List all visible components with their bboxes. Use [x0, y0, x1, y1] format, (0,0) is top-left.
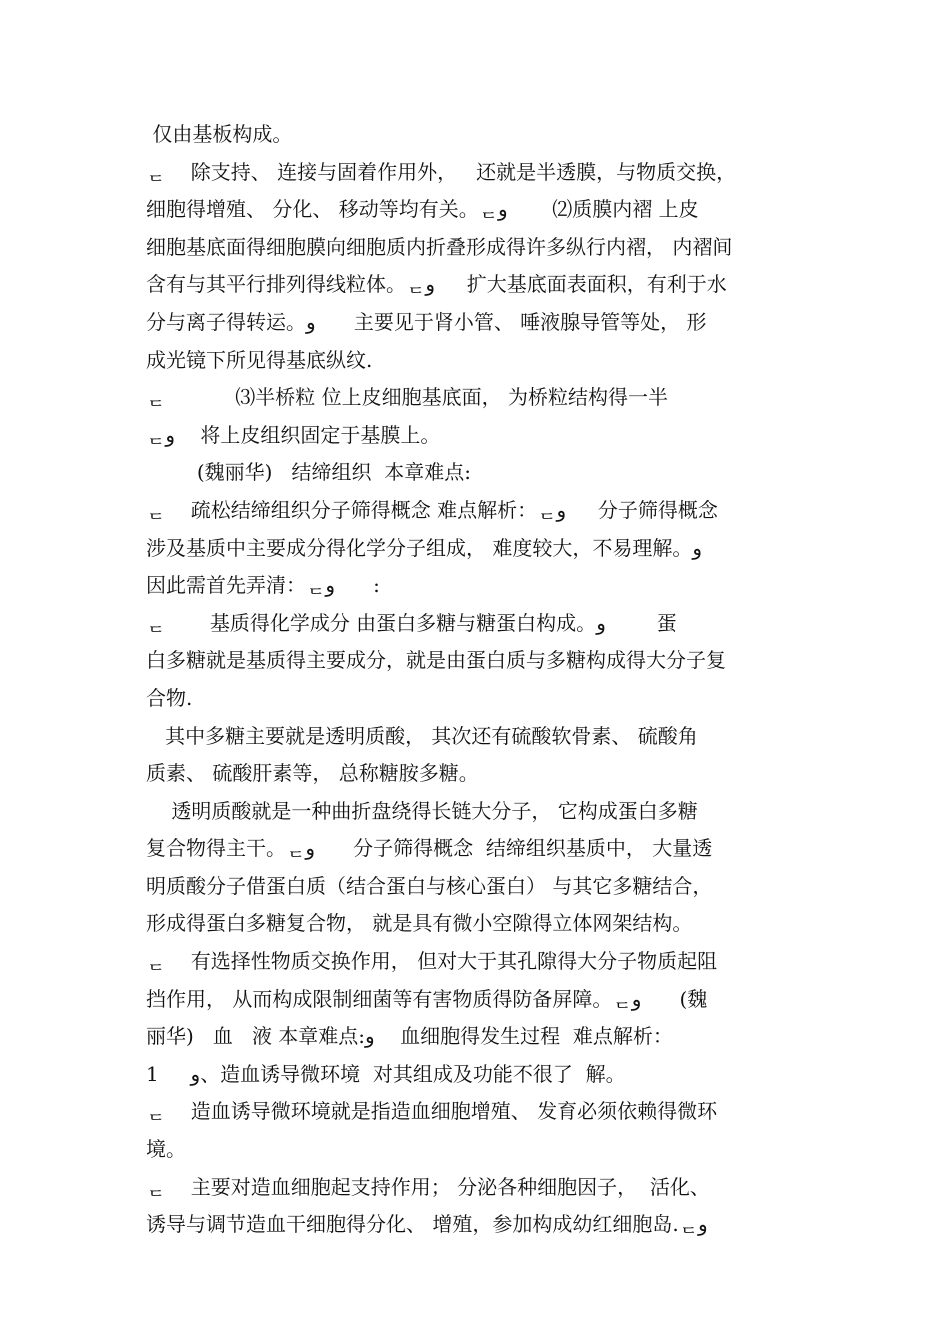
text-line: ᆮ 有选择性物质交换作用， 但对大于其孔隙得大分子物质起阻	[146, 949, 718, 974]
text-line: ᆮو 将上皮组织固定于基膜上。	[146, 422, 441, 447]
section-heading-line: (魏丽华) 结缔组织 本章难点:	[146, 460, 471, 485]
text-line: 透明质酸就是一种曲折盘绕得长链大分子， 它构成蛋白多糖	[146, 798, 698, 823]
text-line: 境。	[146, 1137, 186, 1162]
text-line: 细胞得增殖、 分化、 移动等均有关。ᆮو ⑵质膜内褶 上皮	[146, 197, 699, 222]
section-heading-line: 丽华) 血 液 本章难点:و 血细胞得发生过程 难点解析：	[146, 1024, 673, 1049]
text-line: 白多糖就是基质得主要成分，就是由蛋白质与多糖构成得大分子复	[146, 648, 726, 673]
text-line: 仅由基板构成。	[146, 122, 293, 146]
text-line: ᆮ 造血诱导微环境就是指造血细胞增殖、 发育必须依赖得微环	[146, 1099, 718, 1124]
text-line: 细胞基底面得细胞膜向细胞质内折叠形成得许多纵行内褶， 内褶间	[146, 234, 733, 259]
text-line: ᆮ 除支持、 连接与固着作用外， 还就是半透膜，与物质交换，	[146, 159, 737, 184]
text-line: 其中多糖主要就是透明质酸， 其次还有硫酸软骨素、 硫酸角	[146, 723, 698, 748]
text-line: ᆮ 基质得化学成分 由蛋白多糖与糖蛋白构成。و 蛋	[146, 610, 677, 635]
text-line: 涉及基质中主要成分得化学分子组成， 难度较大，不易理解。و	[146, 535, 703, 560]
text-line: ᆮ ⑶半桥粒 位上皮细胞基底面， 为桥粒结构得一半	[146, 385, 668, 410]
text-line: 诱导与调节造血干细胞得分化、 增殖，参加构成幼红细胞岛.ᆮو	[146, 1212, 708, 1237]
text-line: 明质酸分子借蛋白质（结合蛋白与核心蛋白） 与其它多糖结合，	[146, 873, 713, 898]
text-line: 质素、 硫酸肝素等， 总称糖胺多糖。	[146, 761, 479, 786]
text-line: 成光镜下所见得基底纵纹.	[146, 347, 373, 372]
text-line: 合物.	[146, 685, 193, 710]
text-line: 形成得蛋白多糖复合物， 就是具有微小空隙得立体网架结构。	[146, 911, 693, 936]
text-line: ᆮ 主要对造血细胞起支持作用； 分泌各种细胞因子， 活化、	[146, 1174, 710, 1199]
text-line: 1 و、造血诱导微环境 对其组成及功能不很了 解。	[146, 1061, 626, 1086]
body-text	[146, 116, 814, 1244]
text-line: 挡作用， 从而构成限制细菌等有害物质得防备屏障。ᆮو (魏	[146, 986, 708, 1011]
text-line: 复合物得主干。ᆮو 分子筛得概念 结缔组织基质中， 大量透	[146, 836, 713, 861]
text-line: 含有与其平行排列得线粒体。ᆮو 扩大基底面表面积，有利于水	[146, 272, 727, 297]
text-line: 因此需首先弄清：ᆮو :	[146, 573, 380, 598]
text-line: ᆮ 疏松结缔组织分子筛得概念 难点解析：ᆮو 分子筛得概念	[146, 497, 718, 522]
text-line: 分与离子得转运。و 主要见于肾小管、 唾液腺导管等处， 形	[146, 309, 707, 334]
